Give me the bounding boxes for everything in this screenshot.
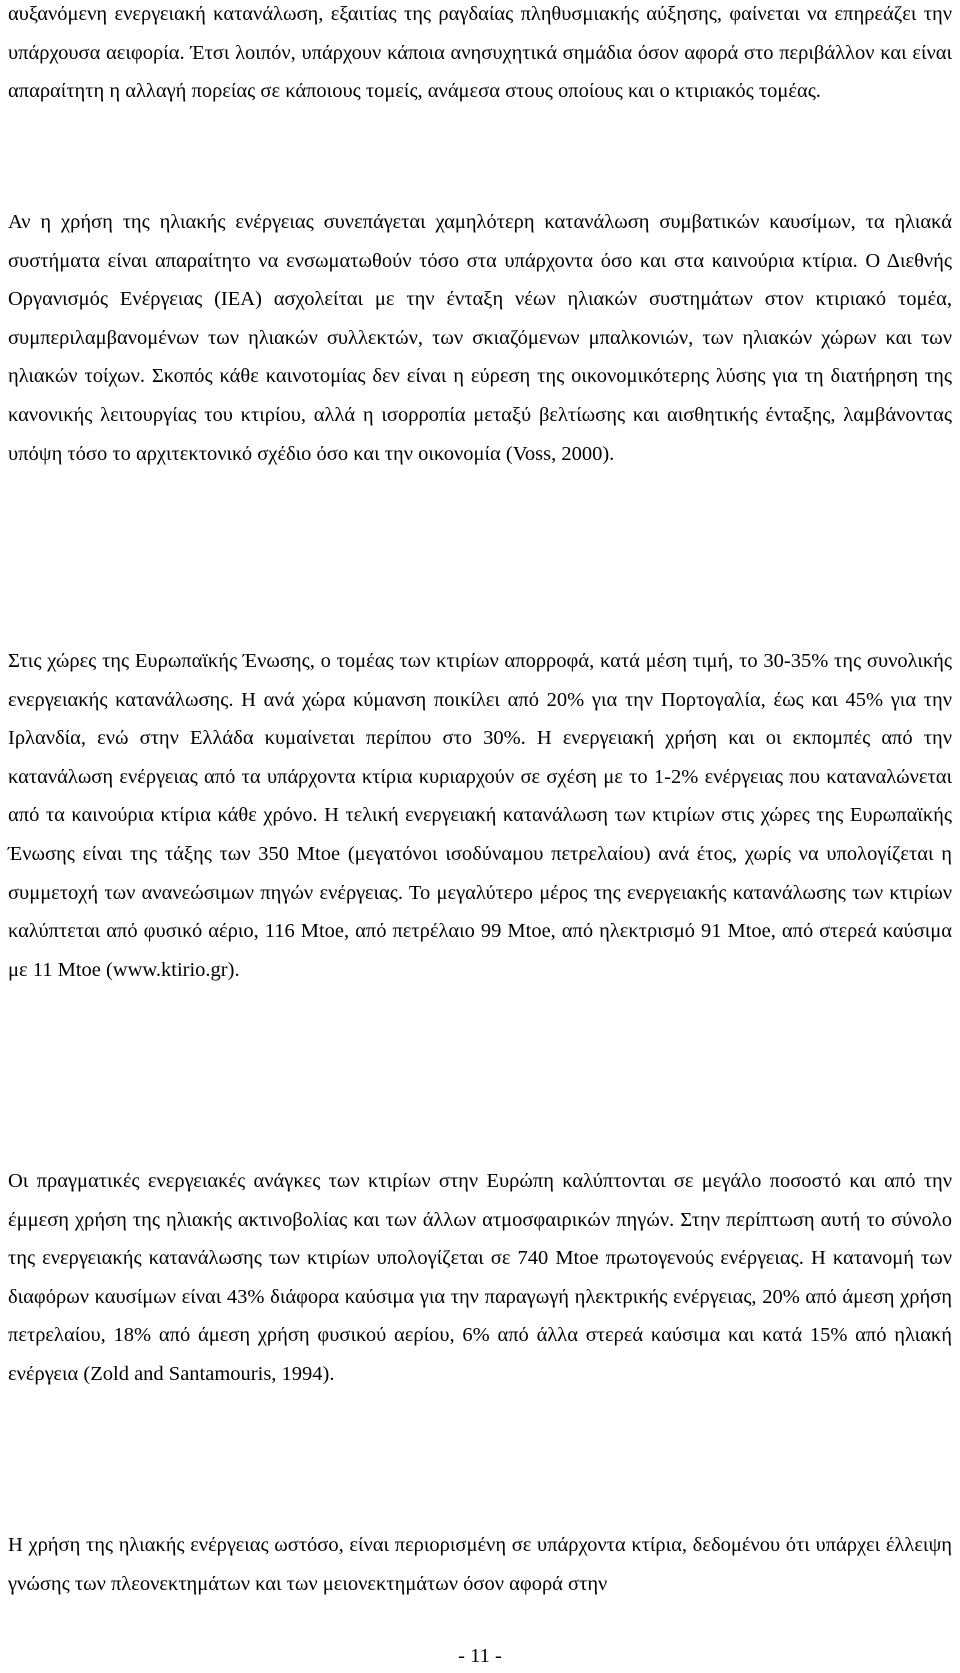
page-number: - 11 - xyxy=(458,1645,502,1667)
paragraph: Αν η χρήση της ηλιακής ενέργειας συνεπάγεται χαμηλότερη κατανάλωση συμβατικών καυσίμων, τα ηλιακά συστήματα είναι απαραίτητο να ενσωματωθούν τόσο στα υπάρχοντα όσο και στα καινούρια κτίρια. Ο Διεθνής Οργανισμός Ενέργειας (IEA) ασχολείται με την ένταξη νέων ηλιακών συστημάτων στον κτιριακό τομέα, συμπεριλαμβανομένων των ηλιακών συλλεκτών, των σκιαζόμενων μπαλκονιών, των ηλιακών χώρων και των ηλιακών τοίχων. Σκοπός κάθε καινοτομίας δεν είναι η εύρεση της οικονομικότερης λύσης για τη διατήρηση της κανονικής λειτουργίας του κτιρίου, αλλά η ισορροπία μεταξύ βελτίωσης και αισθητικής ένταξης, λαμβάνοντας υπόψη τόσο το αρχιτεκτονικό σχέδιο όσο και την οικονομία (Voss, 2000). xyxy=(8,211,952,465)
paragraph: αυξανόμενη ενεργειακή κατανάλωση, εξαιτίας της ραγδαίας πληθυσμιακής αύξησης, φαίνεται να επηρεάζει την υπάρχουσα αειφορία. Έτσι λοιπόν, υπάρχουν κάποια ανησυχητικά σημάδια όσον αφορά στο περιβάλλον και είναι απαραίτητη η αλλαγή πορείας σε κάποιους τομείς, ανάμεσα στους οποίους και ο κτιριακός τομέας. xyxy=(8,3,952,103)
paragraph: Στις χώρες της Ευρωπαϊκής Ένωσης, ο τομέας των κτιρίων απορροφά, κατά μέση τιμή, το 30-35% της συνολικής ενεργειακής κατανάλωσης. Η ανά χώρα κύμανση ποικίλει από 20% για την Πορτογαλία, έως και 45% για την Ιρλανδία, ενώ στην Ελλάδα κυμαίνεται περίπου στο 30%. Η ενεργειακή χρήση και οι εκπομπές από την κατανάλωση ενέργειας από τα υπάρχοντα κτίρια κυριαρχούν σε σχέση με το 1-2% ενέργειας που καταναλώνεται από τα καινούρια κτίρια κάθε χρόνο. Η τελική ενεργειακή κατανάλωση των κτιρίων στις χώρες της Ευρωπαϊκής Ένωσης είναι της τάξης των 350 Mtoe (μεγατόνοι ισοδύναμου πετρελαίου) ανά έτος, χωρίς να υπολογίζεται η συμμετοχή των ανανεώσιμων πηγών ενέργειας. Το μεγαλύτερο μέρος της ενεργειακής κατανάλωσης των κτιρίων καλύπτεται από φυσικό αέριο, 116 Mtoe, από πετρέλαιο 99 Mtoe, από ηλεκτρισμό 91 Mtoe, από στερεά καύσιμα με 11 Mtoe (www.ktirio.gr). xyxy=(8,650,952,981)
paragraph: Η χρήση της ηλιακής ενέργειας ωστόσο, είναι περιορισμένη σε υπάρχοντα κτίρια, δεδομένου ότι υπάρχει έλλειψη γνώσης των πλεονεκτημάτων και των μειονεκτημάτων όσον αφορά στην xyxy=(8,1534,952,1595)
paragraph: Οι πραγματικές ενεργειακές ανάγκες των κτιρίων στην Ευρώπη καλύπτονται σε μεγάλο ποσοστό και από την έμμεση χρήση της ηλιακής ακτινοβολίας και των άλλων ατμοσφαιρικών πηγών. Στην περίπτωση αυτή το σύνολο της ενεργειακής κατανάλωσης των κτιρίων υπολογίζεται σε 740 Mtoe πρωτογενούς ενέργειας. Η κατανομή των διαφόρων καυσίμων είναι 43% διάφορα καύσιμα για την παραγωγή ηλεκτρικής ενέργειας, 20% από άμεση χρήση πετρελαίου, 18% από άμεση χρήση φυσικού αερίου, 6% από άλλα στερεά καύσιμα και κατά 15% από ηλιακή ενέργεια (Zold and Santamouris, 1994). xyxy=(8,1170,952,1385)
document-page xyxy=(8,0,952,1673)
